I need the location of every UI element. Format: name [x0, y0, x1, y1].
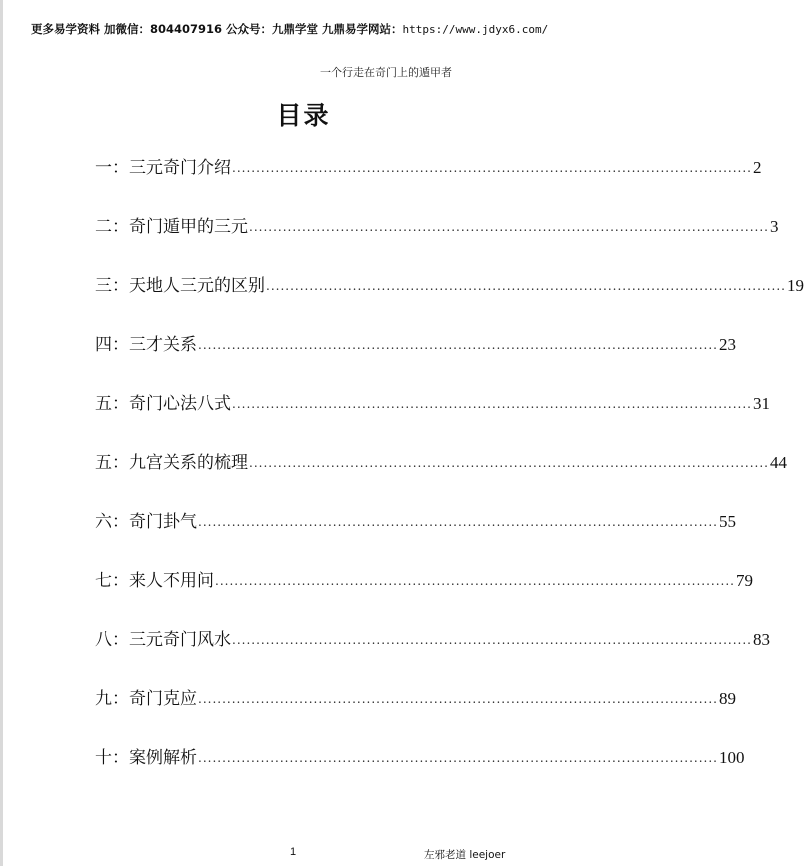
toc-page-number: 79	[735, 571, 753, 590]
toc-title: 奇门心法八式	[129, 394, 231, 414]
toc-entry[interactable]	[95, 270, 804, 296]
toc-title: 三才关系	[129, 335, 197, 355]
header-url[interactable]: https://www.jdyx6.com/	[402, 23, 549, 36]
footer-author: 左邪老道 leejoer	[424, 849, 506, 861]
toc-title: 天地人三元的区别	[129, 276, 265, 296]
toc-number: 五：	[95, 394, 129, 414]
toc-leader-dots: ............................................................................................................	[198, 692, 718, 706]
toc-leader-dots: ............................................................................................................	[232, 161, 752, 175]
toc-entry[interactable]	[95, 152, 762, 178]
toc-leader-dots: ............................................................................................................	[215, 574, 735, 588]
toc-page-number: 55	[718, 512, 736, 531]
toc-page-number: 31	[752, 394, 770, 413]
toc-number: 一：	[95, 158, 129, 178]
toc-number: 二：	[95, 217, 129, 237]
toc-title: 奇门克应	[129, 689, 197, 709]
toc-title: 来人不用问	[129, 571, 214, 591]
toc-leader-dots: ............................................................................................................	[249, 220, 769, 234]
header-promo-text: 更多易学资料 加微信：804407916 公众号：九鼎学堂 九鼎易学网站：	[31, 22, 403, 36]
toc-entry[interactable]	[95, 329, 736, 355]
toc-title: 三元奇门介绍	[129, 158, 231, 178]
toc-entry[interactable]	[95, 211, 779, 237]
toc-page-number: 3	[769, 217, 779, 236]
header-promo	[31, 21, 591, 37]
footer-page-number: 1	[290, 846, 297, 858]
toc-entry[interactable]	[95, 506, 736, 532]
toc-title: 案例解析	[129, 748, 197, 768]
toc-entry[interactable]	[95, 565, 753, 591]
toc-entry[interactable]	[95, 624, 770, 650]
toc-number: 九：	[95, 689, 129, 709]
toc-entry[interactable]	[95, 742, 745, 768]
toc-leader-dots: ............................................................................................................	[249, 456, 769, 470]
toc-page-number: 89	[718, 689, 736, 708]
page-title: 目录	[276, 101, 331, 130]
author-line: 一个行走在奇门上的遁甲者	[320, 66, 452, 79]
toc-number: 五：	[95, 453, 129, 473]
toc-leader-dots: ............................................................................................................	[232, 633, 752, 647]
toc-entry[interactable]	[95, 683, 736, 709]
toc-number: 六：	[95, 512, 129, 532]
toc-page-number: 83	[752, 630, 770, 649]
toc-number: 七：	[95, 571, 129, 591]
toc-number: 八：	[95, 630, 129, 650]
toc-leader-dots: ............................................................................................................	[198, 338, 718, 352]
toc-leader-dots: ............................................................................................................	[198, 751, 718, 765]
toc-page-number: 44	[769, 453, 787, 472]
toc-page-number: 19	[786, 276, 804, 295]
toc-number: 十：	[95, 748, 129, 768]
toc-number: 三：	[95, 276, 129, 296]
toc-page-number: 23	[718, 335, 736, 354]
toc-title: 三元奇门风水	[129, 630, 231, 650]
toc-entry[interactable]	[95, 447, 787, 473]
toc-title: 奇门卦气	[129, 512, 197, 532]
toc-number: 四：	[95, 335, 129, 355]
toc-leader-dots: ............................................................................................................	[266, 279, 786, 293]
toc-entry[interactable]	[95, 388, 770, 414]
toc-leader-dots: ............................................................................................................	[232, 397, 752, 411]
toc-page-number: 2	[752, 158, 762, 177]
toc-page-number: 100	[718, 748, 745, 767]
toc-leader-dots: ............................................................................................................	[198, 515, 718, 529]
toc-title: 奇门遁甲的三元	[129, 217, 248, 237]
toc-title: 九宫关系的梳理	[129, 453, 248, 473]
